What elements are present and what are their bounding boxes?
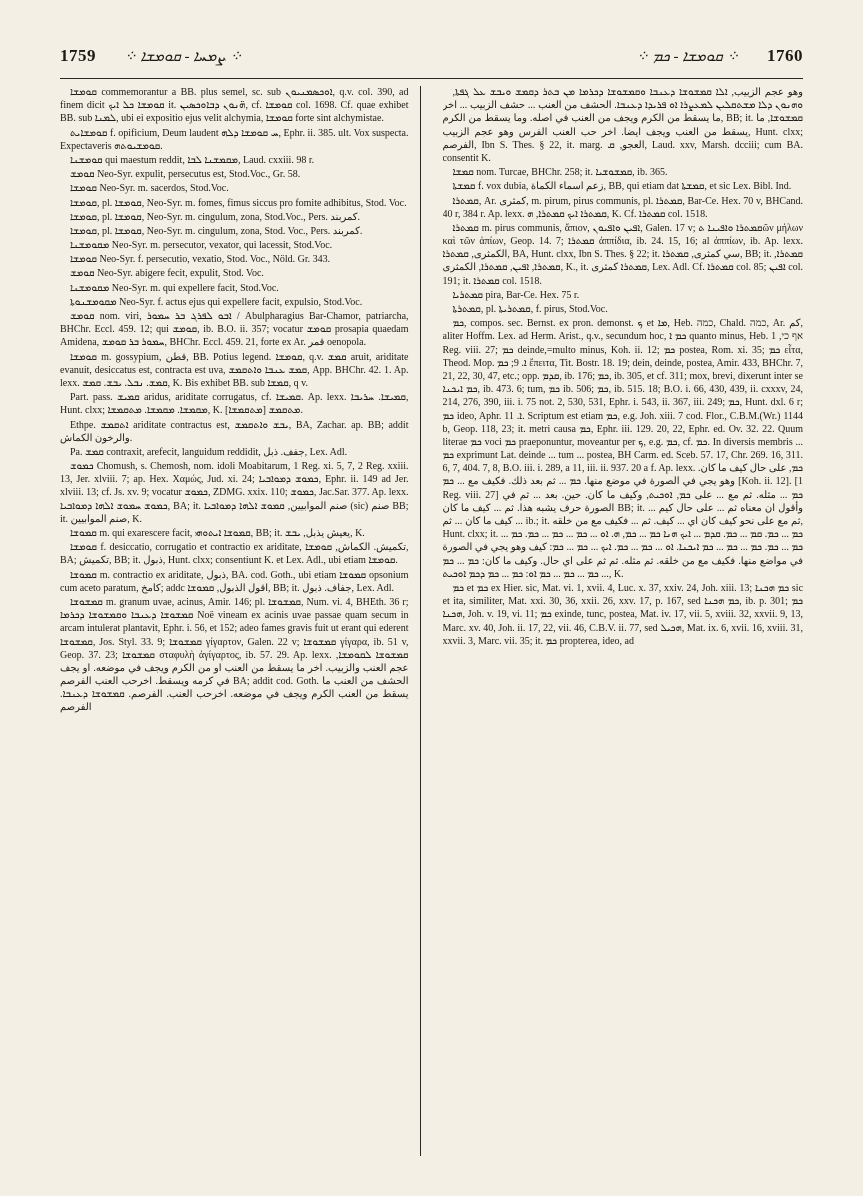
dictionary-entry: ܩܘܡܫ Neo-Syr. expulit, persecutus est, Stod.Voc., Gr. 58.	[70, 169, 301, 181]
running-titles	[96, 47, 767, 66]
dictionary-entry: ܩܡܘܫܐ m. qui exarescere facit, ܩܡܘܫܐ ܐܝܬܘܗܝ, BB; it. يعيش يذبل, ܝܒܫ, K.	[70, 528, 365, 539]
left-column	[60, 86, 421, 1156]
right-column	[443, 86, 804, 1156]
dictionary-entry: ܩܘܡܫܐ Neo-Syr. f. persecutio, vexatio, Stod. Voc., Nöld. Gr. 343.	[70, 254, 331, 266]
dictionary-entry: Part. pass. ܩܡܝܫ aridus, ariditate corrugatus, cf. ܩܡܝܫܐ. Ap. lexx. ܩܡܝܫܐ. ܚܪܝܒܐ, Hunt. clxx; ܡܩܡܫܐ. ܡܩܡܫܐ. ܡܬܩܡܫܐ, K. ܡܬܩܡܫ [ܡܬܩܡܫܐ].	[60, 392, 409, 417]
dictionary-entry: ܩܘܡܫܐ, pl. ܩܘܡܫܐ, Neo-Syr. m. cingulum, zona, Stod. Voc., Pers. كمربند.	[70, 225, 363, 237]
dictionary-entry: ܩܡܬܪܝܐ pira, Bar-Ce. Hex. 75 r.	[452, 289, 580, 301]
dictionary-entry: ܩܘܡܫܐ f. desiccatio, corrugatio et contractio ex ariditate, تكميش. الكماش, ܩܘܡܫܐ, BA; تكميش, BB; it. ذبول, Hunt. clxx; consentiunt K. et Lex. Adl., ubi etiam ܩܘܡܫܐ.	[60, 542, 409, 567]
dictionary-entry: ܩܘܡܫܐ, pl. ܩܘܡܫܐ, Neo-Syr. m. cingulum, zona, Stod.Voc., Pers. كمربند.	[70, 211, 361, 223]
page-header	[60, 34, 803, 79]
dictionary-entry: ܩܘܡܫܐ commemorantur a BB. plus semel, sc. sub ܐܘܟܣܡܢܝܘܢ, q.v. col. 390, ad finem dicit ܩܘܡܫܐ ܟܠ ܐܝܟ it. ܗ̈ܢܘܢ ܕܒܐܘܟܣܝܢ, cf. ܩܘܡܫܐ col. 1698. Cf. quae exhibet BB. sub ܠܡܢܐ, ubi ei expositio ejus velit alchymia, ܩܘܡܫܐ forte sint alchymistae.	[60, 87, 409, 125]
dictionary-entry: Ethpe. ܐܬܩܡܫ ariditate contractus est, ܝܒܫ ܘܐܬܩܡܫ, BA, Zachar. ap. BB; addit والرخون الكماش.	[60, 419, 409, 444]
dictionary-entry: ܟܡ, compos. sec. Bernst. ex pron. demonst. ܟ et ܡܐ, Heb. כמה, Chald. כמה, Ar. كم, aliter Hoffm. Lex. ad Herm. Arist., q.v., secundum hoc, ܟܡ ܐ quanto minus, Heb. אף כי, 1 Reg. viii. 27; ܟܡ deinde,=multo minus, Koh. ii. 12; ܟܡ postea, Rom. xi. 35; ܟܡ εἶτα, Theod. Mop. ܐ. 9; ܟܡ ἔπειτα, Tit. Bostr. 18. 19; dein, deinde, postea, Amir. 433, BHChr. 7, 21, 22, 30, 47, etc.; opp. ܩܕܡ, ib. 176; ܟܡ, ib. 305, et cf. 311; mox, brevi, dixerunt inter se ܟܡ ܐܝܟܢܐ, ib. 473. 6; tum, ܟܡ ib. 506; ܟܡ, ib. 515. 18; B.O. i. 66, 430, 439, ii. cxxxv, 24, 214, 276, 390, iii. i. 75 not. 2, 530, 531, Ephr. i. 543, ii. 367, iii. 249; ܟܡ, Hunt. dxl. 6 r; ܟܡ ideo, Aphr. ܐ. 11. Scriptum est etiam ܟܡ, e.g. Joh. xiii. 7 cod. Flor., C.B.M.(Wr.) 1144 b, Geop. 118, 23; it. metri causa ܟܡ, Ephr. iii. 129. 20, 22, Ephr. ed. Ov. 32. 22. Quum literae ܟܡ voci ܟܡ praeponuntur, moveantur per ܟ, e.g. ܟܡ, cf. ܟܡ. In diversis membris ... ܟܡ exprimunt Lat. deinde ... tum ... postea, BH Carm. ed. Sceb. 57. 17, Chr. 269. 16, 311. 6, 7, 404. 7, 8, B.O. iii. i. 289, a 11, iii. ii. 937. 20 a f. Ap. lexx. ܟܡ, على حال كيف ما كان. وهو يجي في الصورة في موضع منها. ܟܡ ... ثم بعد ذلك. فكيف مع ... ܟܡ [Koh. ii. 12]. [1 Reg. viii. 27] ܟܡ ... مثله. ثم مع ... على ܟܡ, ܐܘܟܝܬ, وكيف ما كان. حين. بعد ... ثم في الصورة حرف يشبه هذا. ثم ... كيف ما كان BB; it. ... وأقول ان معناه ثم ... على حال كيم كيف ما كان ... ثم ... ib.; it. ثم مع على نحو كيف كان اي ... كيف. ثم ... فكيف مع من خلقه, Hunt. clxx; it. ܟܡ ... ܟܡ. ܩܡ ... ܟܡ. ܩܕܡ ... ܐܝܟ ܗܢܐ ܟܡ ... ܟܡ, ܗ. ܐܘ ... ܟܡ ... ܟܡ ... ܟܡ. ܟܡ ... ܟܡ ... ܟܡ. ܟܡ ... ܟܡ ... ܟܡ ܐܝܟܢܐ. ܐܘ ... ܟܡ ... ܟܡ. ܐܝܟ ... ܟܡ ... ܟܡ: كيف وهو يجي في الصورة في مواضع منها. فكيف مع من خلقه. ثم مثله. ثم ثم على اي حال. وكيف ما كان: ܟܡ ... ܟܡ ... ܟܡ ... ܟܡ ... ܟܡ ܐܘ: ܟܡ ... ܟܡ ܕܟܡ ܐܘܟܝܬ, K.	[442, 318, 803, 580]
dictionary-entry: ܩܡܬܪܬܐ, pl. ܩܡܬܪܝܬܐ, f. pirus, Stod.Voc.	[452, 304, 608, 315]
dictionary-entry: ܡܩܘܡܫܢܐ Neo-Syr. m. persecutor, vexator, qui lacessit, Stod.Voc.	[70, 240, 333, 252]
two-column-body	[60, 86, 803, 1156]
dictionary-entry: ܩܡܬܪܐ, Ar. كمثرى, m. pirum, pirus communis, pl. ܩܡܬܪܐ, Bar-Ce. Hex. 70 v, BHCand. 40 r, 384 r. Ap. lexx. ܩܡܬܪܐ ܐܝܟ ܩܡܬܪܐ, ܗ, K. Cf. ܩܡܬܪܐ col. 1518.	[442, 195, 803, 220]
dictionary-entry: ܟܡܘܫ Chomush, s. Chemosh, nom. idoli Moabitarum, 1 Reg. xi. 5, 7, 2 Reg. xxiii. 13, Jer. xlviii. 7; ap. Hex. Χαμώς, Jud. xi. 24; ܟܡܘܫ ܕܡܘܐܒܝܐ, Ephr. ii. 149 ad Jer. xlviii. 13; cf. Js. xv. 9; vocatur ܟܡܘܫ, ZDMG. xxix. 110; ܟܡܘܫ, Jac.Sar. 377. Ap. lexx. ܟܡܘܫ ܚܡܘܫ ܐܠܗܐ ܕܡܘܐܒܝܐ, BA; it. صنم الموابيين, ܩܡܘܫ ܐܠܗܐ ܕܡܘܐܒܝܐ (sic) صنم BB; it. صنم الموابيين, K.	[60, 461, 409, 525]
dictionary-entry: ܩܡܫܬܐ f. vox dubia, زعم اسماء الكماة, BB, qui etiam dat ܩܡܫܬܐ, et sic Lex. Bibl. Ind.	[452, 181, 792, 193]
right-page-number: 1760	[767, 46, 803, 65]
dictionary-entry: ܩܘܡܫܐ Neo-Syr. m. sacerdos, Stod.Voc.	[70, 183, 229, 195]
dictionary-entry: ܩܘܡܫ nom. viri, ܐܒܘ ܠܦܪܓ ܒܪ ܚܡܘܪ / Abulpharagius Bar-Chamor, patriarcha, BHChr. Eccl. 459. 12; qui ܩܘܡܫ, ib. B.O. ii. 357; vocatur ܩܘܡܫ prosapia quaedam Amidena, ܚܡܘܪ ܒܪ ܩܘܡܫ, BHChr. Eccl. 459. 21, forte ex Ar. قمر oenopola.	[60, 311, 409, 349]
dictionary-entry: وهو عجم الزبيب, ܐܠܐ ܩܡܫܘܫܐ ܕܥܢܒܐ ܘܩܡܫܘܫܐ ܕܟܪܡܐ ܡܢ ܒܬܪ ܕܩܡܫ ܘܝܒܫ ܥܠ ܓܦܬܐ, ܘܗܢܘܢ ܕܠܐ ܡܫܬܩܠܝܢ ܠܡܥܨܪܐ ܐܘ ܦܪܝܕܐ ܕܥܢܒܐ. الحشف من العنب ... حشف الزبيب ... اخر ما يسقط من الكرم ويجف من العنب في اصله. وما يسقط من الكرم, BB; it. ܩܡܫܘܫܐ, ما يسقط من العنب ويجف ايضا. اخر حب العنب الفرس وهو عجم الزبيب, Hunt. clxx; الفرصم, Ibn S. Thes. § 22, it. marg. العجو, ܩ, Laud. xxv, Marsh. dcciii; cum BA. consentit K.	[442, 87, 803, 164]
left-running-title: ⁘ ܨܡܚܐ - ܩܘܡܫܐ ⁘	[124, 48, 243, 65]
dictionary-entry: ܩܘܡܫܢܐ qui maestum reddit, ܡܩܡܫܢܐ ܠܒܐ, Laud. cxxiii. 98 r.	[70, 154, 315, 166]
dictionary-entry: ܩܡܬܪܐ m. pirus communis, ἄπιον, ܐܦܝܢ ܘܐܦܝܘܢ, Galen. 17 v; ܩܡܬܪܐ ܘܐܦܝܢܐ ܬῶν μήλων καὶ τῶν ἀπίων, Geop. 14. 7; ܩܡܬܪܐ ἀππίδια, ib. 24. 15, 16; al ἀππίων, ib. Ap. lexx. الكمثرى, ܩܡܬܪܐ, BA, Hunt. clxx, Ibn S. Thes. § 22; it. سي كمثرى, ܩܡܬܪܐ, BB; it. ܩܡܬܪܐ, ܩܡܬܪܐ, ܐܦܝܢ, ܩܡܬܪܐ, الكمثرى, K., it. ܩܡܬܪܐ كمثرى, Lex. Adl. Cf. ܩܡܬܪܐ col. 85; ܐܦܝܢ col. 191; it. ܩܡܬܪܐ col. 1518.	[442, 222, 803, 287]
dictionary-entry: Pa. ܩܡܫ contraxit, arefecit, languidum reddidit, جفف. ذبل, Lex. Adl.	[70, 446, 348, 458]
dictionary-entry: ܩܘܡܫܐ m. gossypium, قطن, BB. Potius legend. ܩܘܡܫܐ, q.v. ܩܡܫ aruit, ariditate evanuit, desiccatus est, contracta est uva, ܩܡܫ ܥܢܒܐ ܘܐܬܩܡܫ, App. BHChr. 42. 1. Ap. lexx. ܩܡܫ. ܢܒܠ. ܝܒܫ. ܩܡܫ, K. Bis exhibet BB. sub ܩܡܫܐ, q v.	[60, 351, 409, 389]
dictionary-entry: ܩܘܡܫܐ, pl. ܩܘܡܫܐ, Neo-Syr. m. fomes, fimus siccus pro fomite adhibitus, Stod. Voc.	[70, 197, 407, 209]
left-page-number: 1759	[60, 46, 96, 65]
right-running-title: ⁘ ܩܘܡܫܐ - ܟܡ ⁘	[636, 48, 739, 65]
dictionary-entry: ܩܘܡܫ Neo-Syr. abigere fecit, expulit, Stod. Voc.	[70, 268, 264, 280]
dictionary-entry: ܩܡܫܘܫܐ m. granum uvae, acinus, Amir. 146; pl. ܩܡܫܘܫܐ, Num. vi. 4, BHEth. 36 r; ܩܡܫܘܫܐ ܕܥܢܒܐ ܘܩܡܫܘܫܐ ܕܟܪܡܐ Noë vineam ex acinis uvae passae quam secum in arcam intulerat plantavit, Ephr. i. 56, et 152; adeo fames gravis fuit ut erant qui ederent ܩܡܫܘܫܐ, Jos. Styl. 33. 9; ܩܡܫܘܫܐ γίγαρτον, Galen. 22 v; ܩܡܫܘܫܐ γίγαρα, ib. 51 v, Geop. 37. 23; ܩܡܫܘܫܐ σταφυλὴ ἀγίγαρτος, ib. 57. 29. Ap. lexx. ܩܡܫܘܫܐ ܠܩܘܡܫܐ, عجم العنب والزبيب. اخر ما يسقط من العنب او من الكرم ويجف في موضعه. او يجف في كرمه ويسقط. اخرحب العنب الفرصم BA; addit cod. Goth. الحشف من العنب ما يسقط من العنب الكرم ويجف في موضعه. اخرحب العنب. الفرصم. ܩܡܫܘܫܐ ܕܥܢܒܐ. الفرصم	[60, 596, 409, 714]
dictionary-entry: ܩܡܫܐ nom. Turcae, BHChr. 258; it. ܩܡܫܘܫܝܐ, ib. 365.	[452, 167, 668, 179]
dictionary-entry: ܡܩܘܡܫܢܘܬܐ Neo-Syr. f. actus ejus qui expellere facit, expulsio, Stod.Voc.	[70, 296, 363, 308]
dictionary-entry: ܩܘܡܫܐܝܬ f. opificium, Deum laudent ܚ ܩܘܡܫܐ ܕܠܗ, Ephr. ii. 385. ult. Vox suspecta. Expectaveris ܩܘܡܫܝܘܬܗ.	[60, 127, 409, 152]
dictionary-entry: ܟܡ et ܟܡ ex Hier. sic, Mat. vi. 1, xvii. 4, Luc. x. 37, xxiv. 24, Joh. xiii. 13; ܟܡ ܗܟܢܐ sic et ita, similiter, Mat. xxi. 30, 36, xxii. 26, xxv. 17, p. 167, sed ܟܡ ܗܟܢܐ, ib. p. 301; ܟܡ ܗܟܢܐ, Joh. v. 19, vi. 11; ܟܡ exinde, tunc, postea, Mat. iv. 17, vii. 5, xviii. 32, xxvii. 9, 13, Marc. xv. 40, Joh. ii. 17, 22, vii. 46, C.B.V. ii. 77, sed ܗܟܝܠ, Mat. ix. 6, xvii. 16, xviii. 31, xxvii. 3, Marc. vii. 35; it. ܟܡ propterea, ideo, ad	[442, 582, 803, 647]
dictionary-entry: ܩܡܘܫܐ m. contractio ex ariditate, ذبول, BA. cod. Goth., ubi etiam ܩܡܘܫܐ opsonium cum aceto paratum, كامخ; addc اقول الذبول, ܩܡܘܫܐ, BB; it. جفاف. ذبول, Lex. Adl.	[60, 569, 409, 594]
dictionary-entry: ܡܩܘܡܫܢܐ Neo-Syr. m. qui expellere facit, Stod.Voc.	[70, 282, 279, 294]
